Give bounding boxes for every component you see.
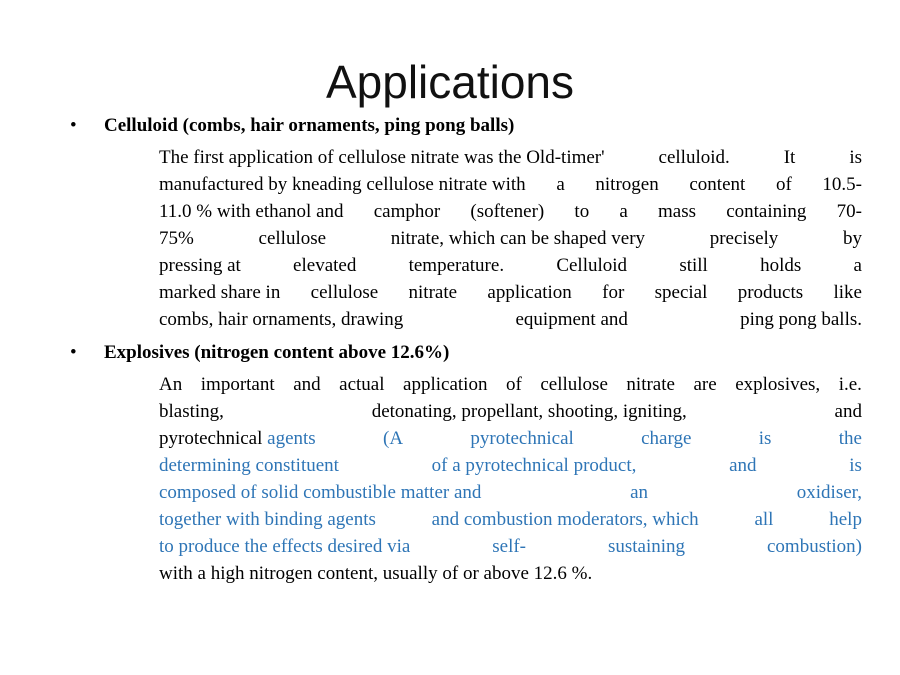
text-segment-blue: agents bbox=[267, 428, 316, 449]
text-segment: manufactured by kneading cellulose nitrate with bbox=[159, 174, 526, 195]
text-segment: nitrate bbox=[408, 282, 458, 303]
text-segment: of bbox=[775, 174, 792, 195]
text-segment: containing bbox=[726, 201, 807, 222]
text-segment: important bbox=[200, 374, 275, 395]
text-segment: and combustion moderators, which bbox=[431, 509, 699, 530]
text-segment: oxidiser, bbox=[796, 482, 862, 503]
text-segment: precisely bbox=[709, 228, 779, 249]
text-segment: a bbox=[556, 174, 565, 195]
text-line bbox=[159, 279, 862, 306]
text-segment: ping pong balls. bbox=[740, 309, 862, 330]
text-line bbox=[159, 198, 862, 225]
text-segment-blue: (A bbox=[383, 428, 404, 449]
text-segment: actual bbox=[339, 374, 385, 395]
text-line bbox=[159, 533, 862, 560]
text-segment: 75% bbox=[159, 228, 194, 249]
bullet-marker: • bbox=[70, 115, 77, 136]
text-segment: are bbox=[693, 374, 717, 395]
slide-title: Applications bbox=[325, 56, 575, 108]
text-segment: pressing at bbox=[159, 255, 241, 276]
text-segment: mass bbox=[658, 201, 697, 222]
text-segment: Celluloid bbox=[556, 255, 628, 276]
text-segment: (softener) bbox=[470, 201, 545, 222]
text-line bbox=[159, 144, 862, 171]
text-segment: 10.5- bbox=[822, 174, 862, 195]
text-segment-blue: is bbox=[758, 428, 772, 449]
text-line bbox=[159, 560, 862, 587]
text-segment: of a pyrotechnical product, bbox=[431, 455, 637, 476]
text-segment: still bbox=[679, 255, 708, 276]
text-segment: a bbox=[853, 255, 862, 276]
text-line bbox=[159, 479, 862, 506]
text-segment bbox=[159, 425, 316, 452]
text-segment: composed of solid combustible matter and bbox=[159, 482, 482, 503]
text-segment: together with binding agents bbox=[159, 509, 376, 530]
text-segment: special bbox=[654, 282, 708, 303]
text-segment: an bbox=[630, 482, 649, 503]
text-line bbox=[159, 225, 862, 252]
bullet-heading-celluloid: Celluloid (combs, hair ornaments, ping pong balls) bbox=[104, 115, 515, 136]
text-line bbox=[159, 371, 862, 398]
text-segment: application bbox=[403, 374, 488, 395]
text-line bbox=[159, 306, 862, 333]
text-segment: temperature. bbox=[408, 255, 505, 276]
text-segment: application bbox=[487, 282, 572, 303]
text-segment: is bbox=[849, 455, 862, 476]
text-segment: is bbox=[849, 147, 862, 168]
text-segment: cellulose bbox=[540, 374, 608, 395]
text-segment: and bbox=[729, 455, 757, 476]
text-segment: cellulose bbox=[310, 282, 379, 303]
text-segment: determining constituent bbox=[159, 455, 339, 476]
text-segment: detonating, propellant, shooting, igniting, bbox=[371, 401, 687, 422]
text-segment: celluloid. bbox=[658, 147, 730, 168]
text-segment: equipment and bbox=[515, 309, 628, 330]
text-segment: nitrogen bbox=[595, 174, 659, 195]
text-segment: to produce the effects desired via bbox=[159, 536, 411, 557]
bullet-marker: • bbox=[70, 342, 77, 363]
text-segment: explosives, bbox=[735, 374, 821, 395]
text-segment: combs, hair ornaments, drawing bbox=[159, 309, 404, 330]
text-line bbox=[159, 506, 862, 533]
text-segment-blue: the bbox=[838, 428, 862, 449]
text-segment: and bbox=[293, 374, 321, 395]
text-segment: products bbox=[737, 282, 804, 303]
explosives-paragraph bbox=[159, 371, 862, 587]
text-segment: combustion) bbox=[766, 536, 862, 557]
text-segment: An bbox=[159, 374, 183, 395]
text-line bbox=[159, 398, 862, 425]
text-segment: a bbox=[619, 201, 628, 222]
bullet-heading-explosives: Explosives (nitrogen content above 12.6%) bbox=[104, 342, 450, 363]
text-segment: nitrate, which can be shaped very bbox=[390, 228, 646, 249]
text-segment-black: pyrotechnical bbox=[159, 428, 268, 449]
text-segment: cellulose bbox=[258, 228, 327, 249]
text-segment: marked share in bbox=[159, 282, 281, 303]
celluloid-paragraph bbox=[159, 144, 862, 333]
text-segment: like bbox=[833, 282, 862, 303]
text-segment: elevated bbox=[293, 255, 357, 276]
text-segment: of bbox=[506, 374, 522, 395]
text-segment: blasting, bbox=[159, 401, 224, 422]
text-segment: by bbox=[842, 228, 862, 249]
text-line bbox=[159, 425, 862, 452]
text-segment: sustaining bbox=[607, 536, 686, 557]
text-segment: and bbox=[834, 401, 862, 422]
text-segment: help bbox=[829, 509, 862, 530]
text-segment: self- bbox=[492, 536, 527, 557]
text-segment: i.e. bbox=[838, 374, 862, 395]
text-segment: holds bbox=[760, 255, 802, 276]
text-segment: The first application of cellulose nitrate was the Old-timer' bbox=[159, 147, 605, 168]
text-line bbox=[159, 252, 862, 279]
text-segment: with a high nitrogen content, usually of or above 12.6 %. bbox=[159, 563, 593, 584]
text-segment: to bbox=[574, 201, 590, 222]
text-segment: camphor bbox=[373, 201, 441, 222]
text-segment: 11.0 % with ethanol and bbox=[159, 201, 344, 222]
text-segment: It bbox=[783, 147, 796, 168]
text-segment: all bbox=[754, 509, 774, 530]
text-line bbox=[159, 452, 862, 479]
text-segment: content bbox=[689, 174, 746, 195]
text-segment-blue: charge bbox=[641, 428, 692, 449]
text-segment: 70- bbox=[836, 201, 862, 222]
text-line bbox=[159, 171, 862, 198]
text-segment: for bbox=[602, 282, 625, 303]
text-segment-blue: pyrotechnical bbox=[470, 428, 574, 449]
text-segment: nitrate bbox=[626, 374, 675, 395]
